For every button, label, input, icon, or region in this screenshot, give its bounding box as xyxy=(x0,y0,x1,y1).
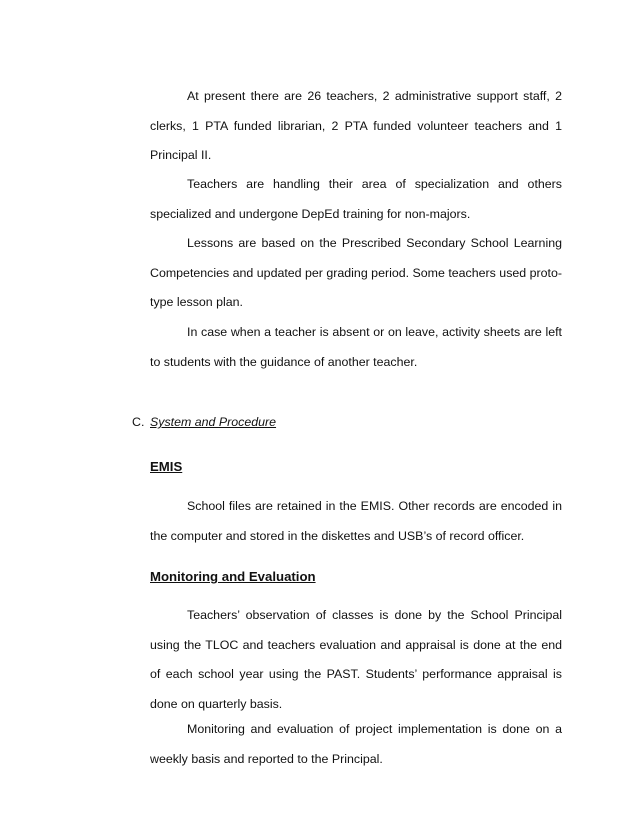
paragraph-lessons: Lessons are based on the Prescribed Secondary School Learning Competencies and updated per grading period. Some teachers used proto-type lesson plan. xyxy=(150,236,562,309)
section-letter: C. xyxy=(132,415,145,429)
paragraph-absence: In case when a teacher is absent or on leave, activity sheets are left to students with the guidance of another teacher. xyxy=(150,325,562,369)
emis-heading: EMIS xyxy=(150,459,183,474)
paragraph-emis: School files are retained in the EMIS. Other records are encoded in the computer and stored in the diskettes and USB’s of record officer. xyxy=(150,499,562,543)
paragraph-project-monitoring: Monitoring and evaluation of project implementation is done on a weekly basis and reported to the Principal. xyxy=(150,722,562,766)
section-heading-c xyxy=(132,412,276,432)
monitoring-heading: Monitoring and Evaluation xyxy=(150,569,316,584)
paragraph-staff: At present there are 26 teachers, 2 administrative support staff, 2 clerks, 1 PTA funded librarian, 2 PTA funded volunteer teachers and 1 Principal II. xyxy=(150,89,562,162)
section-title: System and Procedure xyxy=(150,415,277,429)
paragraph-observation: Teachers’ observation of classes is done by the School Principal using the TLOC and teachers evaluation and appraisal is done at the end of each school year using the PAST. Students’ performance appraisal is done on quarterly basis. xyxy=(150,608,562,711)
paragraph-specialization: Teachers are handling their area of specialization and others specialized and undergone DepEd training for non-majors. xyxy=(150,177,562,221)
